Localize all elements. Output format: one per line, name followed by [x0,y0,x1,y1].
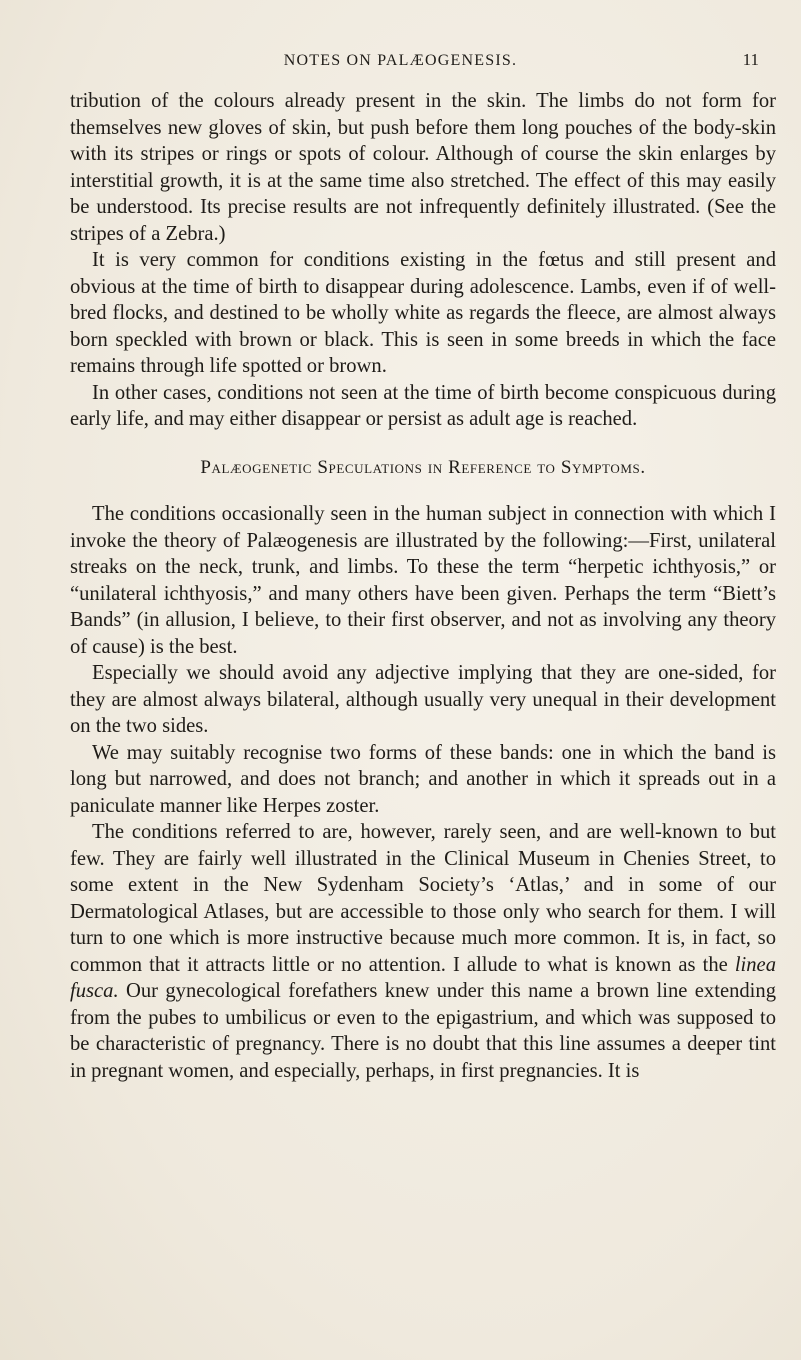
paragraph: It is very common for conditions existing in the fœtus and still present and obvious at the time of birth to disappear during adolescence. Lambs, even if of well-bred flocks, and destined to be wholly white as regards the fleece, are almost always born speckled with brown or black. This is seen in some breeds in which the face remains through life spotted or brown. [70,249,776,377]
term-linea-fusca: linea fusca. [70,953,776,1002]
running-head [0,48,801,72]
paragraph: Especially we should avoid any adjective implying that they are one-sided, for they are almost always bilateral, although usually very unequal in their development on the two sides. [70,662,776,737]
section-heading: Palæogenetic Speculations in Reference to Symptoms. [200,456,646,478]
page-number: 11 [742,50,759,69]
paragraph: The conditions occasionally seen in the human subject in connection with which I invoke the theory of Palæogenesis are illustrated by the following:—First, unilateral streaks on the neck, trunk, and limbs. To these the term “herpetic ichthyosis,” or “unilateral ichthyosis,” and many others have been given. Perhaps the term “Biett’s Bands” (in allusion, I believe, to their first observer, and not as involving any theory of cause) is the best. [70,503,776,658]
paragraph-last [70,819,776,1084]
paragraph-text-b: Our gynecological forefathers knew under this name a brown line extending from the pubes to umbilicus or even to the epigastrium, and which was supposed to be characteristic of pregnancy. There is no doubt that this line assumes a deeper tint in pregnant women, and especially, perhaps, in first pregnancies. It is [70,980,776,1082]
running-title: NOTES ON PALÆOGENESIS. [283,52,518,69]
paragraph-continued: tribution of the colours already present in the skin. The limbs do not form for themselves new gloves of skin, but push before them long pouches of the body-skin with its stripes or rings or spots of colour. Although of course the skin enlarges by interstitial growth, it is at the same time also stretched. The effect of this may easily be understood. Its precise results are not infrequently definitely illustrated. (See the stripes of a Zebra.) [70,90,776,245]
body-text [70,88,776,1084]
paragraph: We may suitably recognise two forms of these bands: one in which the band is long but narrowed, and does not branch; and another in which it spreads out in a paniculate manner like Herpes zoster. [70,741,776,817]
paragraph: In other cases, conditions not seen at the time of birth become conspicuous during early life, and may either disappear or persist as adult age is reached. [70,381,776,430]
paragraph-text-a: The conditions referred to are, however, rarely seen, and are well-known to but few. They are fairly well illustrated in the Clinical Museum in Chenies Street, to some extent in the New Sydenham Society’s ‘Atlas,’ and in some of our Dermatological Atlases, but are accessible to those only who search for them. I will turn to one which is more instructive because much more common. It is, in fact, so common that it attracts little or no attention. I allude to what is known as the [70,821,776,976]
